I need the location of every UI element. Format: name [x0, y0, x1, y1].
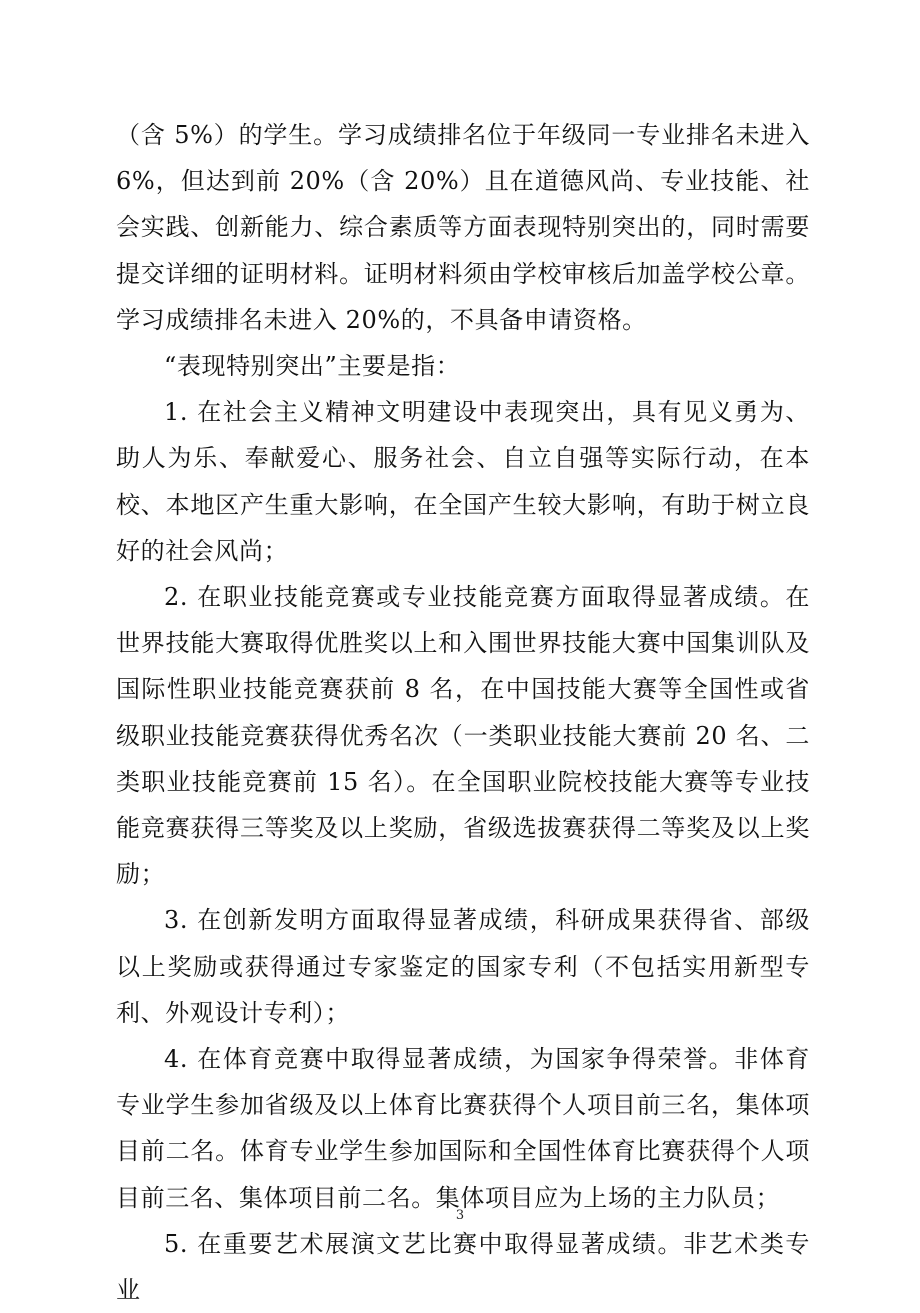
document-body — [116, 112, 810, 1313]
paragraph-item-4: 4. 在体育竞赛中取得显著成绩，为国家争得荣誉。非体育专业学生参加省级及以上体育比赛获得个人项目前三名，集体项目前二名。体育专业学生参加国际和全国性体育比赛获得个人项目前三名、集体项目前二名。集体项目应为上场的主力队员； — [116, 1045, 810, 1212]
paragraph-ranking-criteria: （含 5%）的学生。学习成绩排名位于年级同一专业排名未进入 6%，但达到前 20%（含 20%）且在道德风尚、专业技能、社会实践、创新能力、综合素质等方面表现特别突出的，同时需要提交详细的证明材料。证明材料须由学校审核后加盖学校公章。学习成绩排名未进入 20%的，不具备申请资格。 — [116, 121, 810, 334]
paragraph-item-3: 3. 在创新发明方面取得显著成绩，科研成果获得省、部级以上奖励或获得通过专家鉴定的国家专利（不包括实用新型专利、外观设计专利）； — [116, 906, 810, 1027]
page-number: 3 — [455, 1208, 465, 1223]
paragraph-item-2: 2. 在职业技能竞赛或专业技能竞赛方面取得显著成绩。在世界技能大赛取得优胜奖以上和入围世界技能大赛中国集训队及国际性职业技能竞赛获前 8 名，在中国技能大赛等全国性或省级职业技能竞赛获得优秀名次（一类职业技能大赛前 20 名、二类职业技能竞赛前 15 名）。在全国职业院校技能大赛等专业技能竞赛获得三等奖及以上奖励，省级选拔赛获得二等奖及以上奖励； — [116, 583, 810, 889]
paragraph-item-1: 1. 在社会主义精神文明建设中表现突出，具有见义勇为、助人为乐、奉献爱心、服务社会、自立自强等实际行动，在本校、本地区产生重大影响，在全国产生较大影响，有助于树立良好的社会风尚； — [116, 398, 810, 565]
paragraph-outstanding-definition: “表现特别突出”主要是指： — [164, 352, 461, 381]
paragraph-item-5: 5. 在重要艺术展演文艺比赛中取得显著成绩。非艺术类专业 — [116, 1229, 810, 1305]
